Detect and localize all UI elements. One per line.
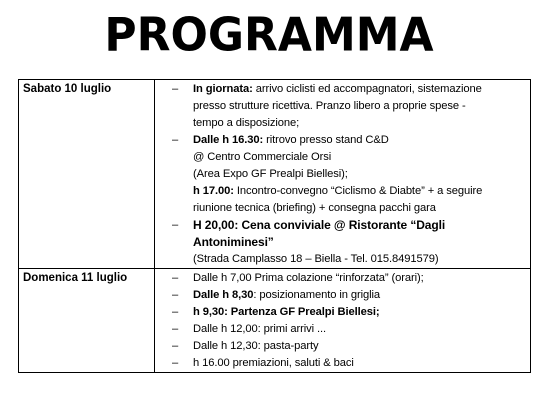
day-cell	[19, 80, 155, 269]
page-title: PROGRAMMA	[104, 8, 434, 63]
item-time: h 17.00:	[193, 185, 234, 197]
list-item	[155, 338, 524, 355]
dash-bullet: –	[172, 83, 179, 95]
list-item	[155, 81, 524, 132]
day-label-saturday: Sabato 10 luglio	[23, 83, 112, 95]
item-text-continued: (Strada Camplasso 18 – Biella - Tel. 015.8491579)	[193, 253, 439, 265]
dash-bullet: –	[172, 219, 179, 231]
item-text-continued: Antoniminesi”	[193, 235, 274, 249]
dash-bullet: –	[172, 306, 179, 318]
dash-bullet: –	[172, 289, 179, 301]
list-item	[155, 355, 524, 372]
list-item	[155, 321, 524, 338]
item-text: Dalle h 12,00: primi arrivi ...	[193, 323, 327, 335]
day-label-sunday: Domenica 11 luglio	[23, 272, 128, 284]
item-text: Dalle h 7,00 Prima colazione “rinforzata” (orari);	[193, 272, 424, 284]
item-text-continued: riunione tecnica (briefing) + consegna pacchi gara	[193, 202, 436, 214]
dash-bullet: –	[172, 134, 179, 146]
list-item	[155, 217, 524, 268]
schedule-cell	[155, 80, 531, 269]
day-cell	[19, 269, 155, 373]
dash-bullet: –	[172, 340, 179, 352]
item-time: h 9,30: Partenza GF Prealpi Biellesi;	[193, 306, 380, 318]
list-item	[155, 287, 524, 304]
table-row-sunday	[19, 269, 531, 373]
schedule-list-saturday	[155, 80, 530, 268]
item-text-continued: tempo a disposizione;	[193, 117, 300, 129]
item-time: In giornata:	[193, 83, 253, 95]
list-item	[155, 270, 524, 287]
schedule-cell	[155, 269, 531, 373]
list-item	[155, 304, 524, 321]
dash-bullet: –	[172, 357, 179, 369]
table-row-saturday	[19, 80, 531, 269]
item-text: h 16.00 premiazioni, saluti & baci	[193, 357, 354, 369]
dash-bullet: –	[172, 323, 179, 335]
item-text-continued: (Area Expo GF Prealpi Biellesi);	[193, 168, 348, 180]
item-text: ritrovo presso stand C&D	[263, 134, 389, 146]
item-text-continued: presso strutture ricettiva. Pranzo libero a proprie spese -	[193, 100, 466, 112]
dash-bullet: –	[172, 272, 179, 284]
schedule-list-sunday	[155, 269, 530, 372]
item-text: Dalle h 12,30: pasta-party	[193, 340, 319, 352]
item-time: H 20,00: Cena conviviale @ Ristorante “Dagli	[193, 218, 446, 232]
item-text-continued: @ Centro Commerciale Orsi	[193, 151, 332, 163]
item-time: Dalle h 8,30	[193, 289, 254, 301]
item-text: arrivo ciclisti ed accompagnatori, sistemazione	[252, 83, 482, 95]
list-item	[155, 132, 524, 217]
item-text: Incontro-convegno “Ciclismo & Diabte” + a seguire	[233, 185, 483, 197]
program-table	[18, 79, 531, 373]
item-time: Dalle h 16.30:	[193, 134, 264, 146]
item-text: : posizionamento in griglia	[253, 289, 381, 301]
